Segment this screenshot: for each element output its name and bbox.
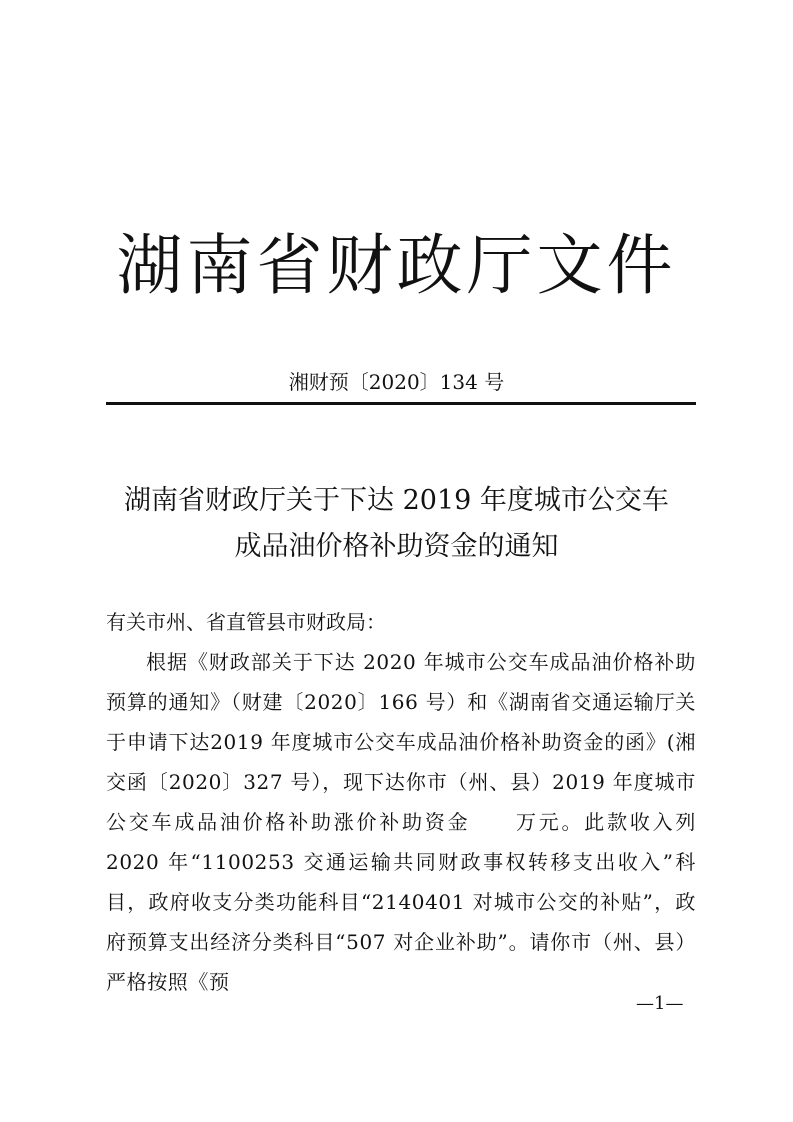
document-title-line-1: 湖南省财政厅关于下达 2019 年度城市公交车 xyxy=(124,485,669,516)
document-body xyxy=(106,602,696,1002)
salutation: 有关市州、省直管县市财政局： xyxy=(106,610,386,634)
page-number: —1— xyxy=(636,993,684,1014)
document-title-line-2: 成品油价格补助资金的通知 xyxy=(234,531,559,562)
document-number: 湘财预〔2020〕134 号 xyxy=(288,370,505,394)
body-paragraph: 根据《财政部关于下达 2020 年城市公交车成品油价格补助预算的通知》（财建〔2020〕166 号）和《湖南省交通运输厅关于申请下达2019 年度城市公交车成品油价格补助资金的函》(湘交函〔2020〕327 号），现下达你市（州、县）2019 年度城市公交车成品油价格补助涨价补助资金 万元。此款收入列 2020 年“1100253 交通运输共同财政事权转移支出收入”科目，政府收支分类功能科目“2140401 对城市公交的补贴”，政府预算支出经济分类科目“507 对企业补助”。请你市（州、县）严格按照《预 xyxy=(106,650,696,994)
header-divider xyxy=(106,402,696,405)
document-title xyxy=(0,478,793,570)
document-header-title: 湖南省财政厅文件 xyxy=(116,227,677,304)
